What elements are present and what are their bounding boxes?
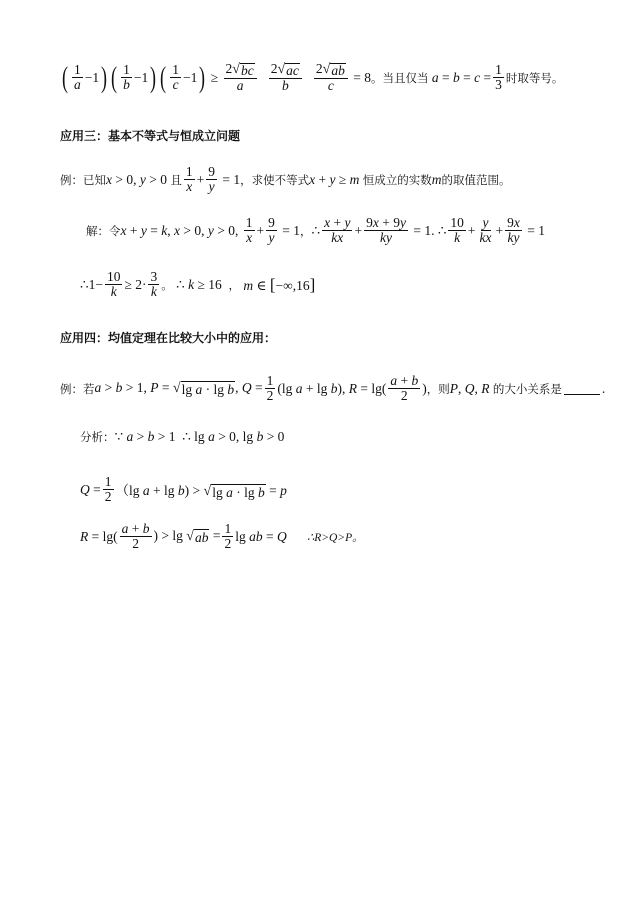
answer-blank [564,382,600,395]
example-4: 例：若 a > b > 1, P = √ lg a · lg b , Q = $\frac{1}{2}$ (lg a + lg b), R = lg( $\frac{a + b}{2}$ ) ，则 P, Q, R 的大小关系是 . [60,373,606,404]
result-3: ∴1− $\frac{10}{k}$ ≥ 2· $\frac{3}{k}$ 。 ∴ k ≥ 16 ， m ∈ [−∞,16] [80,269,316,300]
heading-application-4: 应用四：均值定理在比较大小中的应用： [60,331,277,345]
q-line: Q = $\frac{1}{2}$ （lg a + lg b) > √ lg a · lg b = p [80,474,287,505]
line1-after: 时取等号。 [505,70,564,85]
solution-3: 解：令 x + y = k, x > 0, y > 0, $\frac{1}{x}$ + $\frac{9}{y}$ = 1 ， ∴ $\frac{x + y}{kx}$ + $\frac{9x + 9y}{ky}$ = 1. ∴ $\frac{10}{k}$ + $\frac{y}{kx}$ + $\frac{9x}{ky}$ = 1 [86,215,546,246]
formula-line-1: ( $\frac{1}{a}$ −1 ) ( $\frac{1}{b}$ −1 ) ( $\frac{1}{c}$ −1 ) ≥ 2 √ bc a 2 √ ac b 2 √ ab c = 8 。当且仅当 a = b = c = $\frac{1}{3}$ 时取等号。 [62,60,564,94]
example-3: 例：已知 x > 0, y > 0 且 $\frac{1}{x}$ + $\frac{9}{y}$ = 1 ，求使不等式 x + y ≥ m 恒成立的实数 m 的取值范围。 [60,164,511,195]
line1-tail: 。当且仅当 [370,70,429,85]
conclusion: ∴R>Q>P。 [306,531,364,544]
r-line: R = lg( $\frac{a + b}{2}$ ) > lg √ ab = $\frac{1}{2}$ lg ab = Q ∴R>Q>P。 [80,521,364,552]
heading-application-3: 应用三：基本不等式与恒成立问题 [60,129,241,143]
analysis-line: 分析： ∵ a > b > 1 ∴ lg a > 0, lg b > 0 [80,429,285,444]
